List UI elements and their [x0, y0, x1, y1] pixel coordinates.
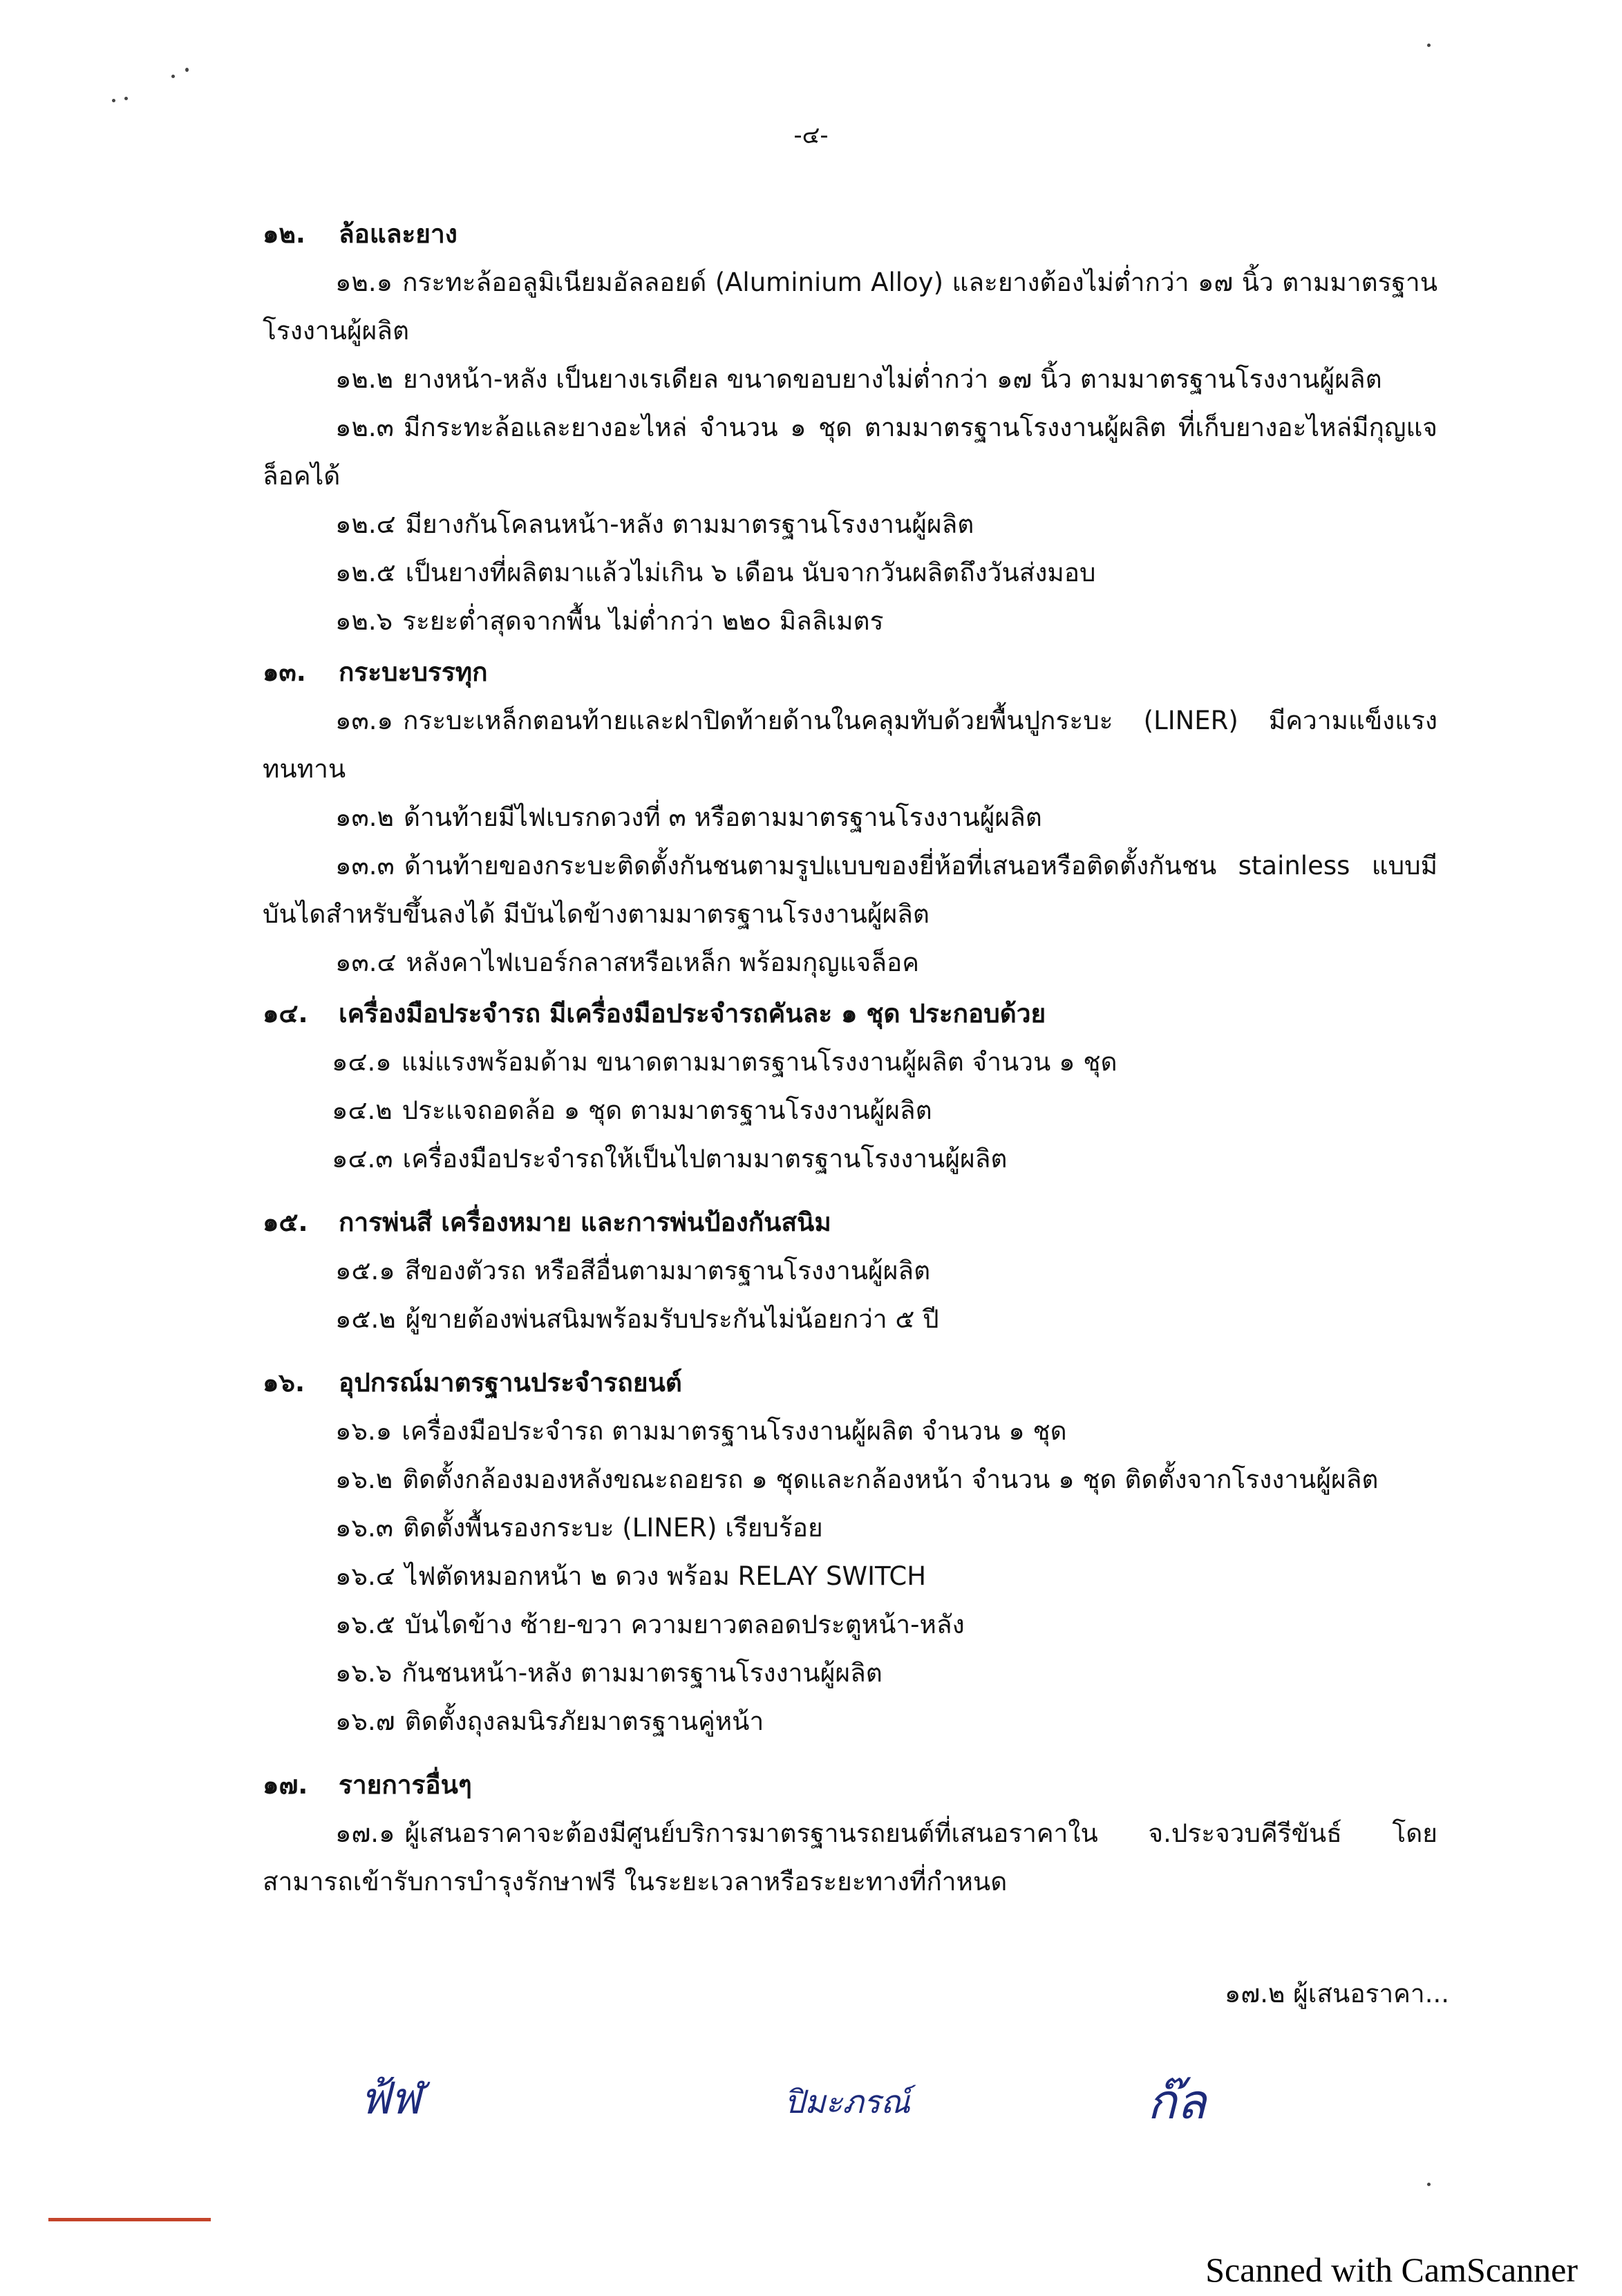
- scan-speck: [1427, 2183, 1431, 2186]
- list-item: ๑๔.๑ แม่แรงพร้อมด้าม ขนาดตามมาตรฐานโรงงานผู้ผลิต จำนวน ๑ ชุด: [332, 1047, 1118, 1077]
- list-item: ๑๒.๑ กระทะล้ออลูมิเนียมอัลลอยด์ (Aluminium Alloy) และยางต้องไม่ต่ำกว่า ๑๗ นิ้ว ตามมาตรฐานโรงงานผู้ผลิต: [263, 267, 1437, 346]
- signature: ก๊ล: [1147, 2073, 1207, 2130]
- scanner-watermark: Scanned with CamScanner: [1205, 2250, 1578, 2289]
- scan-speck: [185, 68, 189, 72]
- list-item: ๑๖.๖ กันชนหน้า-หลัง ตามมาตรฐานโรงงานผู้ผลิต: [335, 1658, 883, 1688]
- section-heading: ๑๖. อุปกรณ์มาตรฐานประจำรถยนต์: [263, 1368, 682, 1398]
- list-item: ๑๕.๒ ผู้ขายต้องพ่นสนิมพร้อมรับประกันไม่น้อยกว่า ๕ ปี: [335, 1304, 939, 1334]
- list-item: ๑๓.๒ ด้านท้ายมีไฟเบรกดวงที่ ๓ หรือตามมาตรฐานโรงงานผู้ผลิต: [335, 802, 1042, 832]
- list-item: ๑๖.๗ ติดตั้งถุงลมนิรภัยมาตรฐานคู่หน้า: [335, 1706, 764, 1736]
- page-number: -๔-: [793, 122, 829, 149]
- list-item: ๑๔.๒ ประแจถอดล้อ ๑ ชุด ตามมาตรฐานโรงงานผู้ผลิต: [332, 1095, 932, 1125]
- section-heading: ๑๕. การพ่นสี เครื่องหมาย และการพ่นป้องกันสนิม: [263, 1207, 831, 1237]
- list-item: ๑๒.๓ มีกระทะล้อและยางอะไหล่ จำนวน ๑ ชุด ตามมาตรฐานโรงงานผู้ผลิต ที่เก็บยางอะไหล่มีกุญแจล็อคได้: [263, 413, 1437, 491]
- list-item: ๑๖.๕ บันไดข้าง ซ้าย-ขวา ความยาวตลอดประตูหน้า-หลัง: [335, 1610, 965, 1639]
- list-item: ๑๖.๓ ติดตั้งพื้นรองกระบะ (LINER) เรียบร้อย: [335, 1513, 823, 1543]
- scan-speck: [124, 97, 128, 100]
- list-item: ๑๒.๔ มียางกันโคลนหน้า-หลัง ตามมาตรฐานโรงงานผู้ผลิต: [335, 509, 974, 539]
- list-item: ๑๓.๓ ด้านท้ายของกระบะติดตั้งกันชนตามรูปแบบของยี่ห้อที่เสนอหรือติดตั้งกันชน stainless แบบมีบันไดสำหรับขึ้นลงได้ มีบันไดข้างตามมาตรฐานโรงงานผู้ผลิต: [263, 851, 1437, 929]
- list-item: ๑๕.๑ สีของตัวรถ หรือสีอื่นตามมาตรฐานโรงงานผู้ผลิต: [335, 1256, 931, 1286]
- list-item: ๑๒.๕ เป็นยางที่ผลิตมาแล้วไม่เกิน ๖ เดือน นับจากวันผลิตถึงวันส่งมอบ: [335, 558, 1096, 587]
- scan-speck: [1427, 44, 1431, 47]
- scan-speck: [112, 99, 115, 102]
- list-item: ๑๖.๑ เครื่องมือประจำรถ ตามมาตรฐานโรงงานผู้ผลิต จำนวน ๑ ชุด: [335, 1416, 1067, 1446]
- section-heading: ๑๗. รายการอื่นๆ: [263, 1770, 472, 1800]
- section-heading: ๑๒. ล้อและยาง: [263, 219, 458, 249]
- document-body: [263, 207, 1437, 1906]
- continuation-text: ๑๗.๒ ผู้เสนอราคา...: [1224, 1979, 1449, 2008]
- scan-speck: [171, 75, 175, 78]
- scan-artifact-line: [48, 2218, 211, 2221]
- list-item: ๑๖.๔ ไฟตัดหมอกหน้า ๒ ดวง พร้อม RELAY SWITCH: [335, 1561, 927, 1591]
- list-item: ๑๒.๒ ยางหน้า-หลัง เป็นยางเรเดียล ขนาดขอบยางไม่ต่ำกว่า ๑๗ นิ้ว ตามมาตรฐานโรงงานผู้ผลิต: [335, 364, 1382, 394]
- list-item: ๑๔.๓ เครื่องมือประจำรถให้เป็นไปตามมาตรฐานโรงงานผู้ผลิต: [332, 1144, 1008, 1174]
- list-item: ๑๓.๔ หลังคาไฟเบอร์กลาสหรือเหล็ก พร้อมกุญแจล็อค: [335, 948, 920, 977]
- list-item: ๑๖.๒ ติดตั้งกล้องมองหลังขณะถอยรถ ๑ ชุดและกล้องหน้า จำนวน ๑ ชุด ติดตั้งจากโรงงานผู้ผลิต: [335, 1465, 1379, 1494]
- list-item: ๑๒.๖ ระยะต่ำสุดจากพื้น ไม่ต่ำกว่า ๒๒๐ มิลลิเมตร: [335, 606, 884, 636]
- list-item: ๑๓.๑ กระบะเหล็กตอนท้ายและฝาปิดท้ายด้านในคลุมทับด้วยพื้นปูกระบะ (LINER) มีความแข็งแรงทนทาน: [263, 706, 1437, 784]
- section-heading: ๑๔. เครื่องมือประจำรถ มีเครื่องมือประจำรถคันละ ๑ ชุด ประกอบด้วย: [263, 999, 1046, 1028]
- list-item: ๑๗.๑ ผู้เสนอราคาจะต้องมีศูนย์บริการมาตรฐานรถยนต์ที่เสนอราคาใน จ.ประจวบคีรีขันธ์ โดยสามารถเข้ารับการบำรุงรักษาฟรี ในระยะเวลาหรือระยะทางที่กำหนด: [263, 1818, 1437, 1897]
- section-heading: ๑๓. กระบะบรรทุก: [263, 657, 488, 687]
- signature: ปิมะภรณ์: [784, 2083, 910, 2120]
- signature: ฟ้ฬ: [359, 2073, 422, 2125]
